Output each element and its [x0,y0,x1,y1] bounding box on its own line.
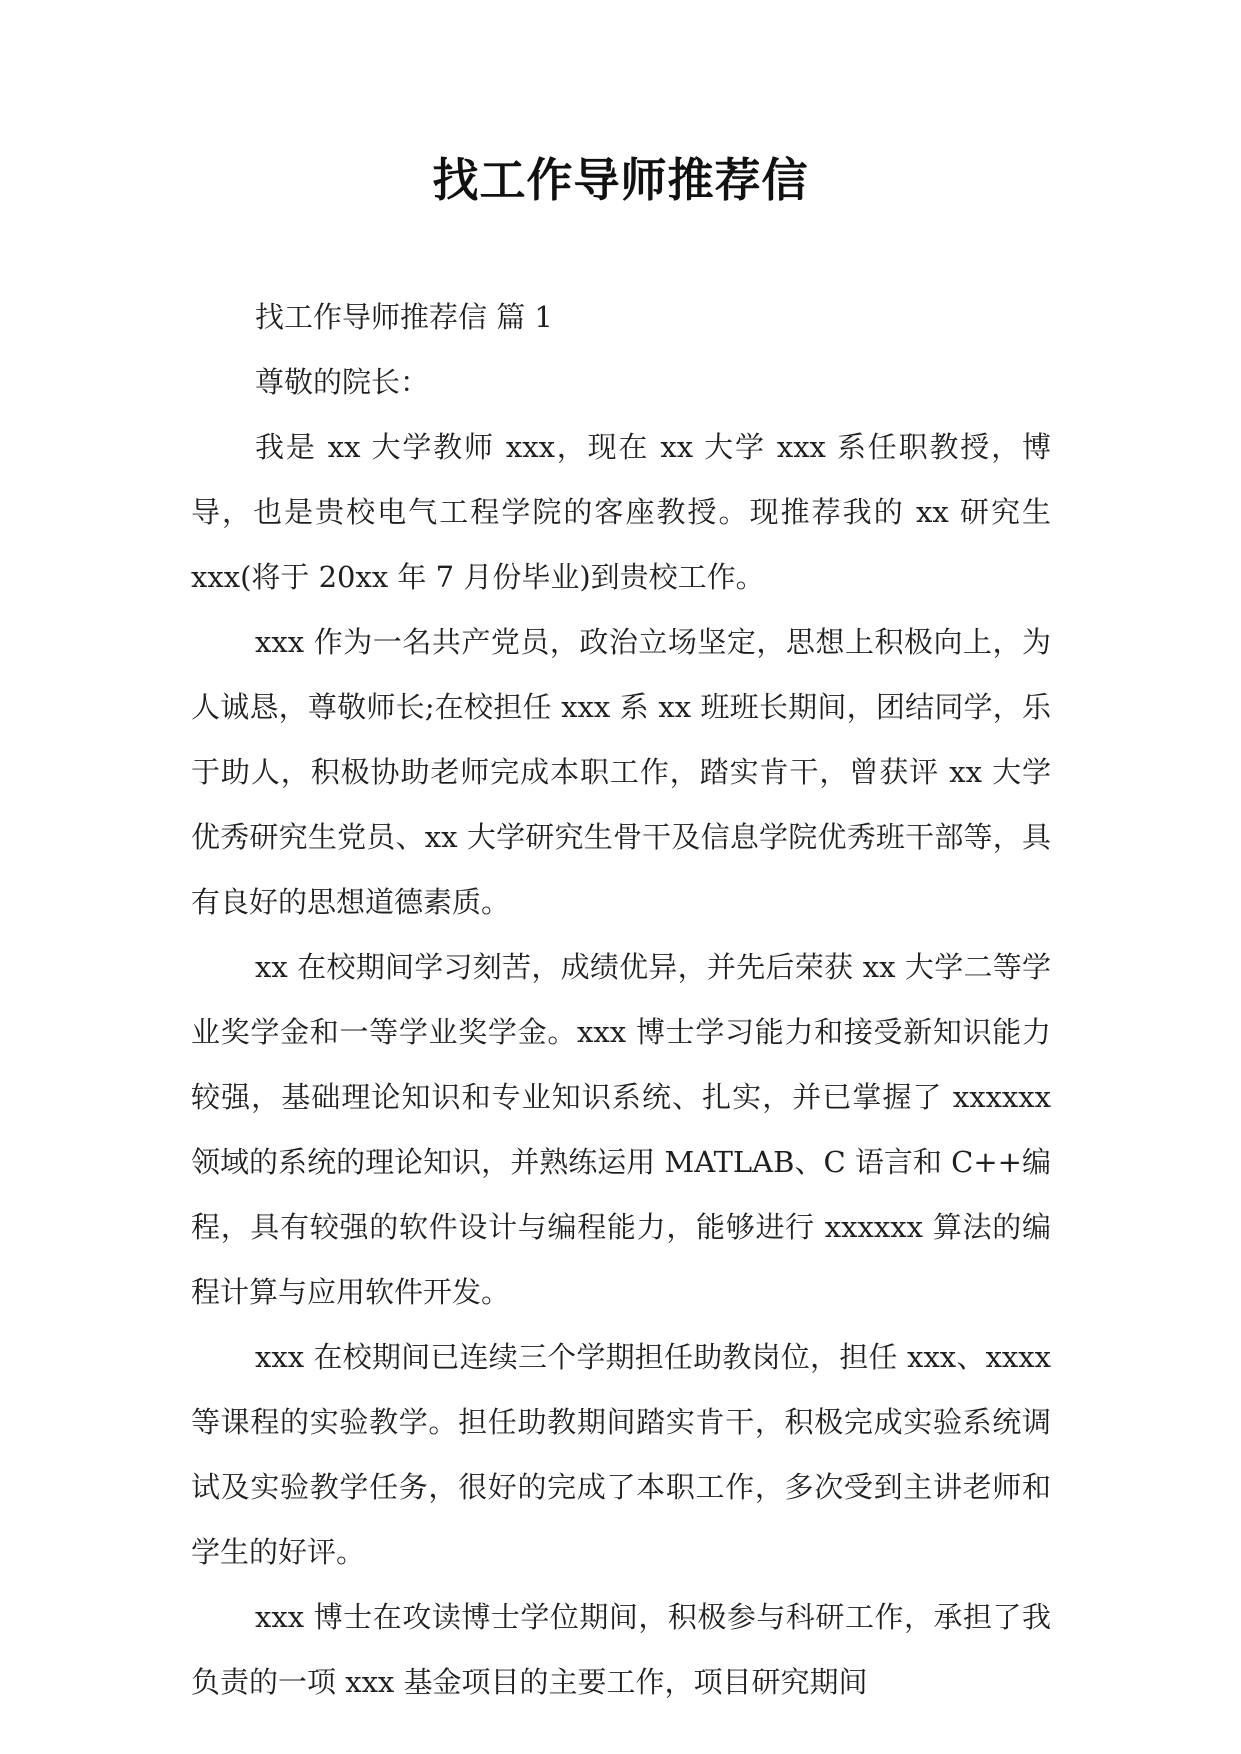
body-paragraph: xxx 在校期间已连续三个学期担任助教岗位，担任 xxx、xxxx 等课程的实验教学。担任助教期间踏实肯干，积极完成实验系统调试及实验教学任务，很好的完成了本职工作，多次受到主讲老师和学生的好评。 [191,1340,1051,1569]
body-paragraph: xxx 作为一名共产党员，政治立场坚定，思想上积极向上，为人诚恳，尊敬师长;在校担任 xxx 系 xx 班班长期间，团结同学，乐于助人，积极协助老师完成本职工作，踏实肯干，曾获评 xx 大学优秀研究生党员、xx 大学研究生骨干及信息学院优秀班干部等，具有良好的思想道德素质。 [191,625,1051,919]
body-paragraph: xx 在校期间学习刻苦，成绩优异，并先后荣获 xx 大学二等学业奖学金和一等学业奖学金。xxx 博士学习能力和接受新知识能力较强，基础理论知识和专业知识系统、扎实，并已掌握了 xxxxxx 领域的系统的理论知识，并熟练运用 MATLAB、C 语言和 C++编程，具有较强的软件设计与编程能力，能够进行 xxxxxx 算法的编程计算与应用软件开发。 [191,950,1051,1309]
body-paragraph: 我是 xx 大学教师 xxx，现在 xx 大学 xxx 系任职教授，博导，也是贵校电气工程学院的客座教授。现推荐我的 xx 研究生 xxx(将于 20xx 年 7 月份毕业)到贵校工作。 [191,430,1051,594]
body-paragraph: xxx 博士在攻读博士学位期间，积极参与科研工作，承担了我负责的一项 xxx 基金项目的主要工作，项目研究期间 [191,1600,1051,1699]
document-body [191,285,1051,1715]
section-heading: 找工作导师推荐信 篇 1 [255,300,553,334]
salutation: 尊敬的院长： [255,365,430,399]
document-title: 找工作导师推荐信 [432,153,809,207]
